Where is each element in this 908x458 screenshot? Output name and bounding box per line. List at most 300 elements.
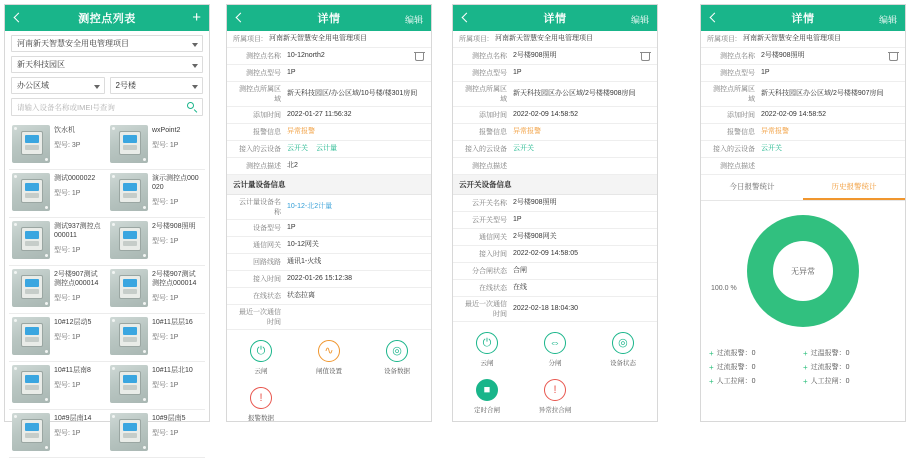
screw-icon	[45, 398, 48, 401]
phone-screen-detail-statistics	[700, 4, 906, 422]
screw-icon	[45, 158, 48, 161]
power-icon[interactable]: ⏻	[250, 340, 272, 362]
list-item-model: 型号: 1P	[152, 430, 179, 437]
detail-row-value	[513, 162, 651, 170]
meter-icon	[119, 419, 141, 443]
detail-row-label: 测控点名称	[246, 53, 281, 60]
detail-topbar	[453, 5, 657, 31]
detail-row-value: 新天科技园区/办公区域/10号楼/楼301房间	[287, 90, 418, 97]
detail-row	[227, 82, 431, 107]
detail-row-label: 报警信息	[727, 129, 755, 136]
screw-icon	[112, 271, 115, 274]
detail-row	[453, 280, 657, 297]
legend-item	[803, 375, 897, 389]
detail-row	[453, 82, 657, 107]
list-item-model: 型号: 1P	[152, 238, 179, 245]
list-item-model: 型号: 1P	[54, 430, 81, 437]
trash-icon[interactable]	[640, 50, 651, 62]
project-value: 河南新天智慧安全用电管理项目	[742, 35, 841, 42]
legend-item	[803, 361, 897, 375]
action-button[interactable]	[453, 379, 521, 414]
action-button-label: 分闸	[548, 360, 562, 367]
meter-icon	[119, 131, 141, 155]
list-item-model: 型号: 1P	[152, 142, 179, 149]
device-photo	[110, 221, 148, 259]
list-item-model: 型号: 1P	[152, 382, 179, 389]
timer-icon[interactable]: ■	[476, 379, 498, 401]
list-item-name: 饮水机	[54, 127, 75, 134]
list-item-name: 2号楼907测试测控点000014	[152, 271, 197, 287]
device-photo	[12, 413, 50, 451]
list-item-name: 2号楼907测试测控点000014	[54, 271, 99, 287]
detail-row	[453, 158, 657, 175]
station-select[interactable]	[11, 56, 203, 73]
back-icon[interactable]	[12, 10, 24, 26]
alarm-donut-chart	[701, 201, 905, 341]
screw-icon	[45, 350, 48, 353]
detail-row	[701, 158, 905, 175]
device-photo	[12, 317, 50, 355]
legend-label: 人工拉闸：0	[810, 378, 850, 385]
list-item[interactable]	[107, 314, 205, 362]
project-label: 所属项目:	[707, 36, 737, 43]
project-row	[227, 31, 431, 48]
detail-row	[227, 141, 431, 158]
legend-label: 过流报警：0	[716, 350, 756, 357]
detail-row-label: 接入的云设备	[465, 146, 507, 153]
detail-row-label: 测控点描述	[246, 163, 281, 170]
project-value: 河南新天智慧安全用电管理项目	[494, 35, 593, 42]
screw-icon	[45, 206, 48, 209]
screw-icon	[143, 350, 146, 353]
list-item-model: 型号: 1P	[54, 334, 81, 341]
action-button[interactable]	[363, 340, 431, 375]
screw-icon	[112, 367, 115, 370]
device-photo	[110, 269, 148, 307]
detail-row-value: 1P	[287, 69, 296, 76]
device-photo	[110, 413, 148, 451]
detail-row	[227, 48, 431, 65]
list-item-model: 型号: 1P	[152, 334, 179, 341]
screw-icon	[143, 158, 146, 161]
alert-icon[interactable]: !	[544, 379, 566, 401]
detail-row	[701, 141, 905, 158]
detail-rows	[701, 48, 905, 175]
legend-item	[709, 347, 803, 361]
legend-label: 过温报警：0	[810, 350, 850, 357]
detail-row-value: 状态拉离	[287, 292, 315, 299]
building-select-value: 2号楼	[115, 81, 136, 90]
statistics-tab[interactable]: 历史报警统计	[803, 175, 905, 200]
edit-button[interactable]: 编辑	[878, 15, 897, 25]
device-photo	[12, 269, 50, 307]
list-item[interactable]	[9, 266, 107, 314]
detail-row-value: 1P	[761, 69, 770, 76]
detail-row-label: 云开关型号	[472, 217, 507, 224]
detail-row-label: 在线状态	[253, 293, 281, 300]
list-item-info	[152, 317, 202, 342]
legend-bullet-icon: +	[709, 363, 714, 372]
detail-row	[227, 305, 431, 330]
screw-icon	[112, 175, 115, 178]
filter-panel	[5, 31, 209, 122]
screw-icon	[14, 367, 17, 370]
list-item[interactable]	[9, 410, 107, 458]
detail-row	[227, 158, 431, 175]
donut-center-label: 无异常	[773, 241, 833, 301]
detail-topbar	[701, 5, 905, 31]
detail-row-value: 通讯1-火线	[287, 258, 322, 265]
meter-icon	[21, 371, 43, 395]
area-select-value: 办公区域	[17, 81, 49, 90]
detail-row-label: 云计量设备名称	[239, 199, 281, 216]
device-photo	[110, 125, 148, 163]
detail-row	[701, 82, 905, 107]
screw-icon	[14, 175, 17, 178]
screw-icon	[112, 127, 115, 130]
detail-rows	[453, 48, 657, 175]
add-icon[interactable]: +	[192, 9, 201, 26]
screw-icon	[143, 302, 146, 305]
list-item-info	[54, 413, 104, 438]
detail-row-label: 添加时间	[253, 112, 281, 119]
legend-item	[803, 347, 897, 361]
detail-row-label: 最近一次通信时间	[239, 309, 281, 326]
screw-icon	[45, 254, 48, 257]
detail-rows	[227, 48, 431, 175]
action-button-label: 云闸	[480, 360, 494, 367]
back-icon[interactable]	[460, 10, 472, 26]
station-select-value: 新天科技园区	[17, 60, 65, 69]
detail-row	[453, 246, 657, 263]
detail-body	[701, 31, 905, 395]
detail-row-value: 2022-02-09 14:58:52	[761, 111, 826, 118]
detail-row-value: 2号楼908照明	[761, 52, 805, 59]
action-button[interactable]	[521, 379, 589, 414]
device-photo	[12, 365, 50, 403]
detail-row	[227, 220, 431, 237]
action-button-label: 设备数据	[384, 368, 410, 375]
list-item-model: 型号: 1P	[152, 199, 179, 206]
donut-ring	[747, 215, 859, 327]
list-item[interactable]	[107, 362, 205, 410]
list-item-model: 型号: 1P	[54, 295, 81, 302]
legend-label: 过流报警：0	[810, 364, 850, 371]
action-button[interactable]	[521, 332, 589, 367]
chevron-down-icon	[94, 85, 100, 89]
list-item[interactable]	[107, 170, 205, 218]
detail-row-value: 10-12north2	[287, 52, 325, 59]
page-title: 测控点列表	[78, 13, 136, 25]
detail-row-label: 接入时间	[479, 251, 507, 258]
list-item-info	[54, 317, 104, 342]
page-title: 详情	[317, 13, 341, 25]
screw-icon	[14, 127, 17, 130]
detail-row-value: 异常报警	[513, 128, 541, 135]
project-value: 河南新天智慧安全用电管理项目	[268, 35, 367, 42]
detail-row-value: 2号楼908照明	[513, 52, 557, 59]
list-item[interactable]	[107, 218, 205, 266]
screw-icon	[143, 254, 146, 257]
detail-row-value: 2号楼908网关	[513, 233, 557, 240]
detail-row	[453, 124, 657, 141]
detail-row-label: 回路线路	[253, 259, 281, 266]
detail-row-label: 接入的云设备	[713, 146, 755, 153]
detail-row	[227, 107, 431, 124]
page-title: 详情	[791, 13, 815, 25]
area-select[interactable]	[11, 77, 105, 94]
list-item-info	[152, 365, 202, 390]
list-item-model: 型号: 3P	[54, 142, 81, 149]
list-item-info	[152, 173, 202, 207]
legend-bullet-icon: +	[803, 377, 808, 386]
detail-row-label: 报警信息	[479, 129, 507, 136]
project-select[interactable]	[11, 35, 203, 52]
list-item-name: 10#11层南8	[54, 367, 91, 374]
building-select[interactable]	[110, 77, 204, 94]
detail-row-label: 添加时间	[479, 112, 507, 119]
action-button-label: 定时合闸	[473, 407, 500, 414]
detail-row-value: 新天科技园区办公区域/2号楼楼908房间	[513, 90, 636, 97]
statistics-tab[interactable]: 今日报警统计	[729, 182, 775, 191]
action-button-label: 异常拉合闸	[538, 407, 572, 414]
detail-row-label: 最近一次通信时间	[465, 301, 507, 318]
split-icon[interactable]: ⇔	[544, 332, 566, 354]
section-title: 云计量设备信息	[227, 175, 431, 195]
phone-screen-detail-switch	[452, 4, 658, 422]
action-button[interactable]	[295, 340, 363, 375]
gauge-icon[interactable]: ◎	[386, 340, 408, 362]
action-button[interactable]	[227, 387, 295, 422]
list-item-name: 测试0000022	[54, 175, 96, 182]
measuring-point-grid	[5, 122, 209, 458]
device-photo	[110, 317, 148, 355]
list-item-info	[152, 413, 202, 438]
detail-row	[453, 212, 657, 229]
detail-row-value: 2022-02-18 18:04:30	[513, 305, 578, 312]
meter-icon	[21, 323, 43, 347]
detail-row	[701, 65, 905, 82]
section-rows	[453, 195, 657, 322]
legend-label: 人工拉闸：0	[716, 378, 756, 385]
list-item-info	[152, 125, 202, 150]
action-row-secondary	[453, 369, 657, 416]
device-photo	[12, 173, 50, 211]
meter-icon	[119, 323, 141, 347]
device-photo	[12, 125, 50, 163]
detail-row-value: 在线	[513, 284, 527, 291]
list-item-info	[54, 269, 104, 303]
detail-row	[701, 124, 905, 141]
device-photo	[110, 365, 148, 403]
meter-icon	[21, 179, 43, 203]
detail-body	[227, 31, 431, 424]
detail-row-label: 测控点所属区域	[239, 86, 281, 103]
meter-icon	[119, 275, 141, 299]
detail-row	[453, 107, 657, 124]
search-input[interactable]	[11, 98, 203, 116]
device-link[interactable]: 云计量	[316, 145, 337, 152]
screw-icon	[143, 206, 146, 209]
list-item-name: 测试937测控点000011	[54, 223, 101, 239]
detail-row-value: 云开关	[513, 145, 534, 152]
detail-row	[227, 288, 431, 305]
alert-icon[interactable]: !	[250, 387, 272, 409]
detail-row	[453, 297, 657, 322]
list-item[interactable]	[107, 122, 205, 170]
detail-row-label: 测控点描述	[472, 163, 507, 170]
detail-row	[227, 271, 431, 288]
detail-row-label: 测控点名称	[720, 53, 755, 60]
detail-row-value: 2号楼908照明	[513, 199, 557, 206]
list-item[interactable]	[107, 410, 205, 458]
list-item-name: 演示测控点000020	[152, 175, 199, 191]
action-row-primary	[227, 330, 431, 377]
power-icon[interactable]: ⏻	[476, 332, 498, 354]
screw-icon	[112, 223, 115, 226]
search-placeholder: 请输入设备名称或IMEI号查询	[17, 102, 115, 112]
list-item[interactable]	[9, 362, 107, 410]
screw-icon	[45, 302, 48, 305]
detail-row-label: 接入时间	[253, 276, 281, 283]
detail-row	[227, 124, 431, 141]
action-row-secondary	[227, 377, 431, 424]
detail-row	[453, 195, 657, 212]
list-item-name: 10#11层层16	[152, 319, 193, 326]
detail-row-value: 1P	[513, 69, 522, 76]
detail-row	[453, 65, 657, 82]
detail-row-label: 接入的云设备	[239, 146, 281, 153]
legend-label: 过流报警：0	[716, 364, 756, 371]
detail-row-label: 通信网关	[253, 242, 281, 249]
list-item-model: 型号: 1P	[54, 247, 81, 254]
trash-icon[interactable]	[414, 50, 425, 62]
trash-icon[interactable]	[888, 50, 899, 62]
detail-topbar	[227, 5, 431, 31]
detail-row-label: 测控点型号	[720, 70, 755, 77]
project-select-value: 河南新天智慧安全用电管理项目	[17, 39, 129, 48]
detail-row-value: 合闸	[513, 267, 527, 274]
detail-row	[453, 141, 657, 158]
legend-bullet-icon: +	[709, 349, 714, 358]
action-button[interactable]	[589, 332, 657, 367]
project-label: 所属项目:	[233, 36, 263, 43]
detail-row-value: 10-12-北2计量	[287, 203, 333, 210]
list-item[interactable]	[9, 314, 107, 362]
screw-icon	[45, 446, 48, 449]
detail-row-label: 测控点型号	[472, 70, 507, 77]
detail-row-value: 北2	[287, 162, 298, 169]
legend-bullet-icon: +	[803, 363, 808, 372]
list-item-info	[54, 173, 104, 198]
meter-icon	[21, 419, 43, 443]
list-topbar	[5, 5, 209, 31]
phone-screen-detail-metering	[226, 4, 432, 422]
list-item-model: 型号: 1P	[54, 190, 81, 197]
chevron-down-icon	[192, 85, 198, 89]
list-item-info	[54, 221, 104, 255]
device-photo	[110, 173, 148, 211]
list-item-name: wxPoint2	[152, 127, 181, 134]
device-link[interactable]: 云开关	[287, 145, 308, 152]
project-row	[701, 31, 905, 48]
detail-row-label: 添加时间	[727, 112, 755, 119]
screw-icon	[14, 415, 17, 418]
back-icon[interactable]	[234, 10, 246, 26]
list-item[interactable]	[9, 218, 107, 266]
phone-screen-measuring-point-list	[4, 4, 210, 437]
screw-icon	[143, 398, 146, 401]
chevron-down-icon	[192, 43, 198, 47]
list-item[interactable]	[9, 122, 107, 170]
detail-row	[227, 65, 431, 82]
detail-row-value: 2022-01-26 15:12:38	[287, 275, 352, 282]
detail-row	[701, 48, 905, 65]
detail-row-value: 异常报警	[287, 128, 315, 135]
detail-row-label: 测控点型号	[246, 70, 281, 77]
action-button[interactable]	[227, 340, 295, 375]
detail-row-label: 测控点所属区域	[713, 86, 755, 103]
detail-row	[453, 48, 657, 65]
meter-icon	[21, 227, 43, 251]
search-icon[interactable]	[187, 102, 198, 113]
detail-row	[227, 254, 431, 271]
list-item[interactable]	[9, 170, 107, 218]
detail-body	[453, 31, 657, 416]
detail-row-value: 2022-02-09 14:58:05	[513, 250, 578, 257]
detail-row-value: 1P	[287, 224, 296, 231]
meter-icon	[119, 179, 141, 203]
edit-button[interactable]: 编辑	[630, 15, 649, 25]
list-item-name: 10#11层北10	[152, 367, 193, 374]
action-row-primary	[453, 322, 657, 369]
detail-row-label: 测控点名称	[472, 53, 507, 60]
list-item-info	[54, 125, 104, 150]
chevron-down-icon	[192, 64, 198, 68]
device-photo	[12, 221, 50, 259]
screw-icon	[14, 271, 17, 274]
area-building-row	[11, 77, 203, 98]
detail-row-value	[287, 313, 425, 321]
detail-row	[227, 195, 431, 220]
detail-row-value: 1P	[513, 216, 522, 223]
screw-icon	[143, 446, 146, 449]
gauge-icon[interactable]: ◎	[612, 332, 634, 354]
detail-row-value	[287, 144, 425, 154]
detail-row-value: 异常报警	[761, 128, 789, 135]
detail-row-label: 在线状态	[479, 285, 507, 292]
legend-bullet-icon: +	[709, 377, 714, 386]
section-rows	[227, 195, 431, 330]
wave-icon[interactable]: ∿	[318, 340, 340, 362]
screw-icon	[14, 319, 17, 322]
back-icon[interactable]	[708, 10, 720, 26]
edit-button[interactable]: 编辑	[404, 15, 423, 25]
detail-row	[453, 263, 657, 280]
legend-bullet-icon: +	[803, 349, 808, 358]
list-item[interactable]	[107, 266, 205, 314]
screw-icon	[112, 319, 115, 322]
detail-row	[701, 107, 905, 124]
action-button[interactable]	[453, 332, 521, 367]
detail-row-value: 新天科技园区办公区域/2号楼楼907房间	[761, 90, 884, 97]
section-title: 云开关设备信息	[453, 175, 657, 195]
action-button-label: 云闸	[254, 368, 268, 375]
detail-row-label: 分合闸状态	[472, 268, 507, 275]
detail-row-value: 10-12网关	[287, 241, 319, 248]
legend-item	[709, 375, 803, 389]
detail-row-label: 报警信息	[253, 129, 281, 136]
